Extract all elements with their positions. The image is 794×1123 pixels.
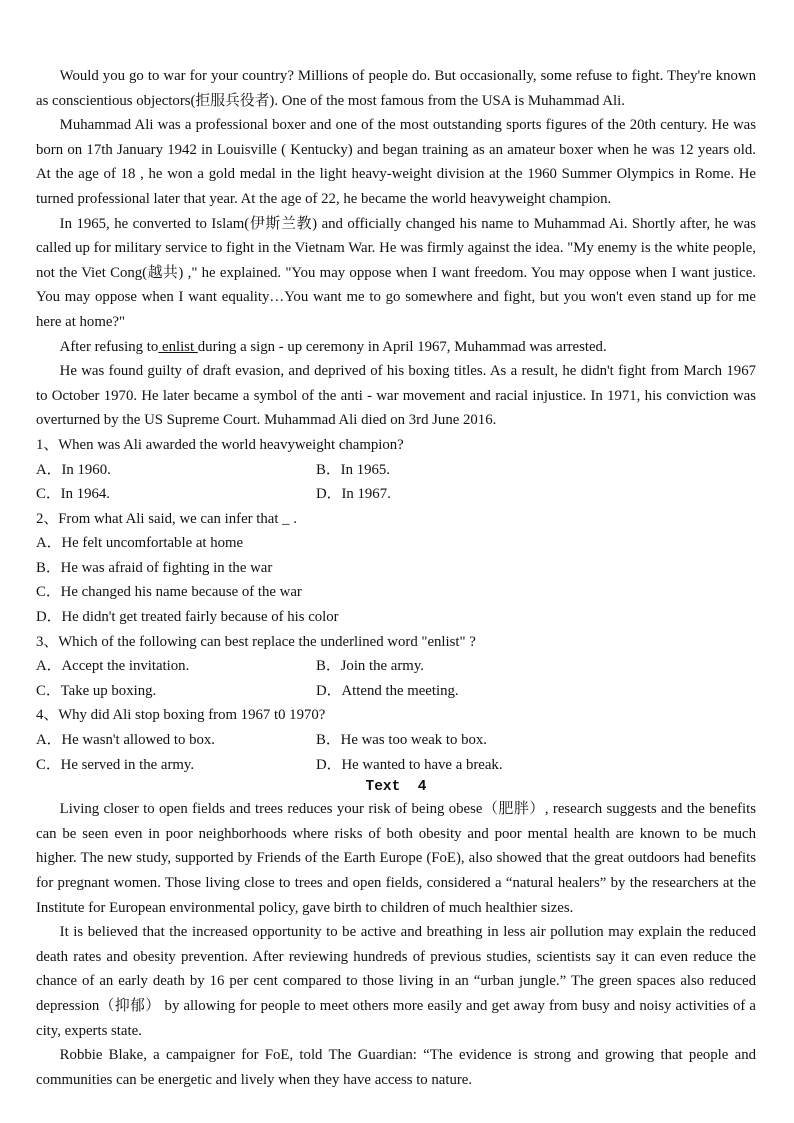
question-1-stem: 1、When was Ali awarded the world heavyweight champion? (36, 436, 404, 453)
text4-paragraph-3: Robbie Blake, a campaigner for FoE, told The Guardian: “The evidence is strong and growing that people and communities can be energetic and lively when they have access to nature. (36, 1047, 756, 1088)
passage1-paragraph-3: In 1965, he converted to Islam(伊斯兰教) and officially changed his name to Muhammad Ai. Shortly after, he was called up for military service to fight in the Vietnam War. He was firmly against the idea. "My enemy is the white people, not the Viet Cong(越共) ," he explained. "You may oppose when I want freedom. You may oppose when I want justice. You may oppose when I want equality…You want me to go somewhere and fight, but you won't even stand up for me here at home?" (36, 215, 756, 330)
question-4-options-row-1 (36, 728, 756, 753)
question-1-option-a: A．In 1960. (36, 461, 111, 478)
question-4-option-d: D．He wanted to have a break. (316, 756, 503, 773)
question-3-option-b: B．Join the army. (316, 658, 424, 675)
text4-section-heading: Text 4 (365, 779, 427, 796)
question-4-option-b: B．He was too weak to box. (316, 732, 487, 749)
question-4-stem: 4、Why did Ali stop boxing from 1967 t0 1970? (36, 707, 326, 724)
question-2-stem: 2、From what Ali said, we can infer that _ . (36, 510, 297, 527)
passage1-paragraph-4 (36, 335, 756, 360)
question-3-options-row-1 (36, 654, 756, 679)
question-2 (36, 507, 756, 630)
question-1 (36, 433, 756, 507)
question-3-option-c: C．Take up boxing. (36, 682, 157, 699)
question-4-option-c: C．He served in the army. (36, 756, 195, 773)
question-4-option-a: A．He wasn't allowed to box. (36, 732, 215, 749)
question-3-options-row-2 (36, 679, 756, 704)
question-1-option-b: B．In 1965. (316, 461, 390, 478)
question-1-option-c: C．In 1964. (36, 486, 110, 503)
question-4 (36, 703, 756, 777)
question-3-option-a: A．Accept the invitation. (36, 658, 190, 675)
question-1-options-row-2 (36, 482, 756, 507)
question-2-option-c: C．He changed his name because of the war (36, 584, 302, 601)
question-4-options-row-2 (36, 753, 756, 778)
underlined-word-enlist: enlist (158, 338, 198, 355)
passage1-paragraph-1: Would you go to war for your country? Millions of people do. But occasionally, some refuse to fight. They're known as conscientious objectors(拒服兵役者). One of the most famous from the USA is Muhammad Ali. (36, 68, 756, 109)
question-2-option-b: B．He was afraid of fighting in the war (36, 559, 273, 576)
question-2-option-d: D．He didn't get treated fairly because of his color (36, 609, 339, 626)
question-3-stem: 3、Which of the following can best replace the underlined word "enlist" ? (36, 633, 476, 650)
passage1-paragraph-2: Muhammad Ali was a professional boxer and one of the most outstanding sports figures of the 20th century. He was born on 17th January 1942 in Louisville ( Kentucky) and began training as an amateur boxer when he was 12 years old. At the age of 18 , he won a gold medal in the light heavy-weight division at the 1960 Summer Olympics in Rome. He turned professional later that year. At the age of 22, he became the world heavyweight champion. (36, 117, 756, 207)
text4-paragraph-1: Living closer to open fields and trees reduces your risk of being obese（肥胖）, research suggests and the benefits can be seen even in poor neighborhoods where risks of both obesity and poor mental health are known to be much higher. The new study, supported by Friends of the Earth Europe (FoE), also showed that the great outdoors had benefits for pregnant women. Those living close to trees and open fields, considered a “natural healers” by the researchers at the Institute for European environmental policy, gave birth to children of much healthier sizes. (36, 801, 756, 916)
question-3-option-d: D．Attend the meeting. (316, 682, 459, 699)
question-1-options-row-1 (36, 458, 756, 483)
question-3 (36, 630, 756, 704)
paragraph4-pre-text: After refusing to (59, 338, 159, 355)
question-1-option-d: D．In 1967. (316, 486, 391, 503)
text4-paragraph-2: It is believed that the increased opportunity to be active and breathing in less air pollution may explain the reduced death rates and obesity prevention. After reviewing hundreds of previous studies, scientists say it can even reduce the chance of an early death by 16 per cent compared to those living in an “urban jungle.” The green spaces also reduced depression（抑郁） by allowing for people to meet others more easily and get away from busy and noisy activities of a city, experts state. (36, 924, 756, 1039)
paragraph4-post-text: during a sign - up ceremony in April 1967, Muhammad was arrested. (197, 338, 607, 355)
passage1-paragraph-5: He was found guilty of draft evasion, and deprived of his boxing titles. As a result, he didn't fight from March 1967 to October 1970. He later became a symbol of the anti - war movement and racial injustice. In 1971, his conviction was overturned by the US Supreme Court. Muhammad Ali died on 3rd June 2016. (36, 363, 756, 429)
question-2-option-a: A．He felt uncomfortable at home (36, 535, 244, 552)
